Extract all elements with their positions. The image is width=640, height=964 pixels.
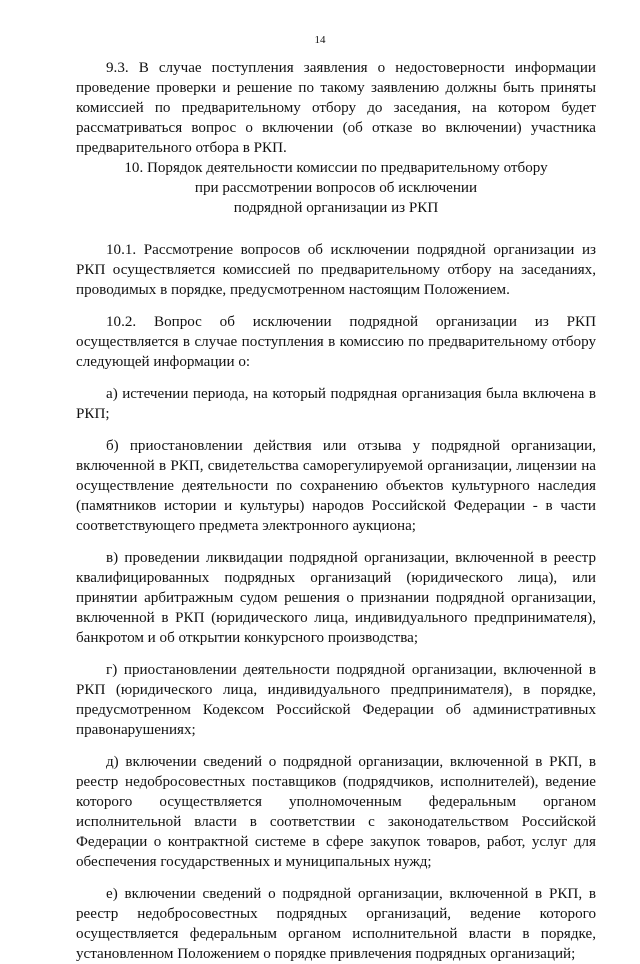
list-item-b: б) приостановлении действия или отзыва у подрядной организации, включенной в РКП, свидетельства саморегулируемой организации, лицензии на осуществление деятельности по сохранению объектов культурного наследия (памятников истории и культуры) народов Российской Федерации - в части соответствующего предмета электронного аукциона; <box>76 438 596 534</box>
paragraph-10-1: 10.1. Рассмотрение вопросов об исключении подрядной организации из РКП осуществляется комиссией по предварительному отбору на заседаниях, проводимых в порядке, предусмотренном настоящим Положением. <box>76 242 596 298</box>
list-item-v: в) проведении ликвидации подрядной организации, включенной в реестр квалифицированных подрядных организаций (юридического лица), или принятии арбитражным судом решения о признании подрядной организации, включенной в РКП (юридического лица, индивидуального предпринимателя), банкротом и об открытии конкурсного производства; <box>76 550 596 646</box>
section-heading-line: подрядной организации из РКП <box>233 200 439 216</box>
list-item-g: г) приостановлении деятельности подрядной организации, включенной в РКП (юридического лица, индивидуального предпринимателя), в порядке, предусмотренном Кодексом Российской Федерации об административных правонарушениях; <box>76 662 596 738</box>
section-heading-line: при рассмотрении вопросов об исключении <box>194 180 478 196</box>
list-item-a: а) истечении периода, на который подрядная организация была включена в РКП; <box>76 386 596 422</box>
paragraph-9-3: 9.3. В случае поступления заявления о недостоверности информации проведение проверки и решение по такому заявлению должны быть приняты комиссией по предварительному отбору до заседания, на котором будет рассматриваться вопрос о включении (об отказе во включении) участника предварительного отбора в РКП. <box>76 60 596 156</box>
paragraph-10-2: 10.2. Вопрос об исключении подрядной организации из РКП осуществляется в случае поступления в комиссию по предварительному отбору следующей информации о: <box>76 314 596 370</box>
section-heading-line: 10. Порядок деятельности комиссии по предварительному отбору <box>124 160 548 176</box>
list-item-e: е) включении сведений о подрядной организации, включенной в РКП, в реестр недобросовестных подрядных организаций, ведение которого осуществляется федеральным органом исполнительной власти в порядке, установленном Положением о порядке привлечения подрядных организаций; <box>76 886 596 962</box>
list-item-d: д) включении сведений о подрядной организации, включенной в РКП, в реестр недобросовестных поставщиков (подрядчиков, исполнителей), ведение которого осуществляется уполномоченным федеральным органом исполнительной власти в соответствии с законодательством Российской Федерации о контрактной системе в сфере закупок товаров, работ, услуг для обеспечения государственных и муниципальных нужд; <box>76 754 596 870</box>
document-body <box>76 58 596 964</box>
section-10-heading <box>76 158 596 218</box>
page-number: 14 <box>314 34 326 46</box>
